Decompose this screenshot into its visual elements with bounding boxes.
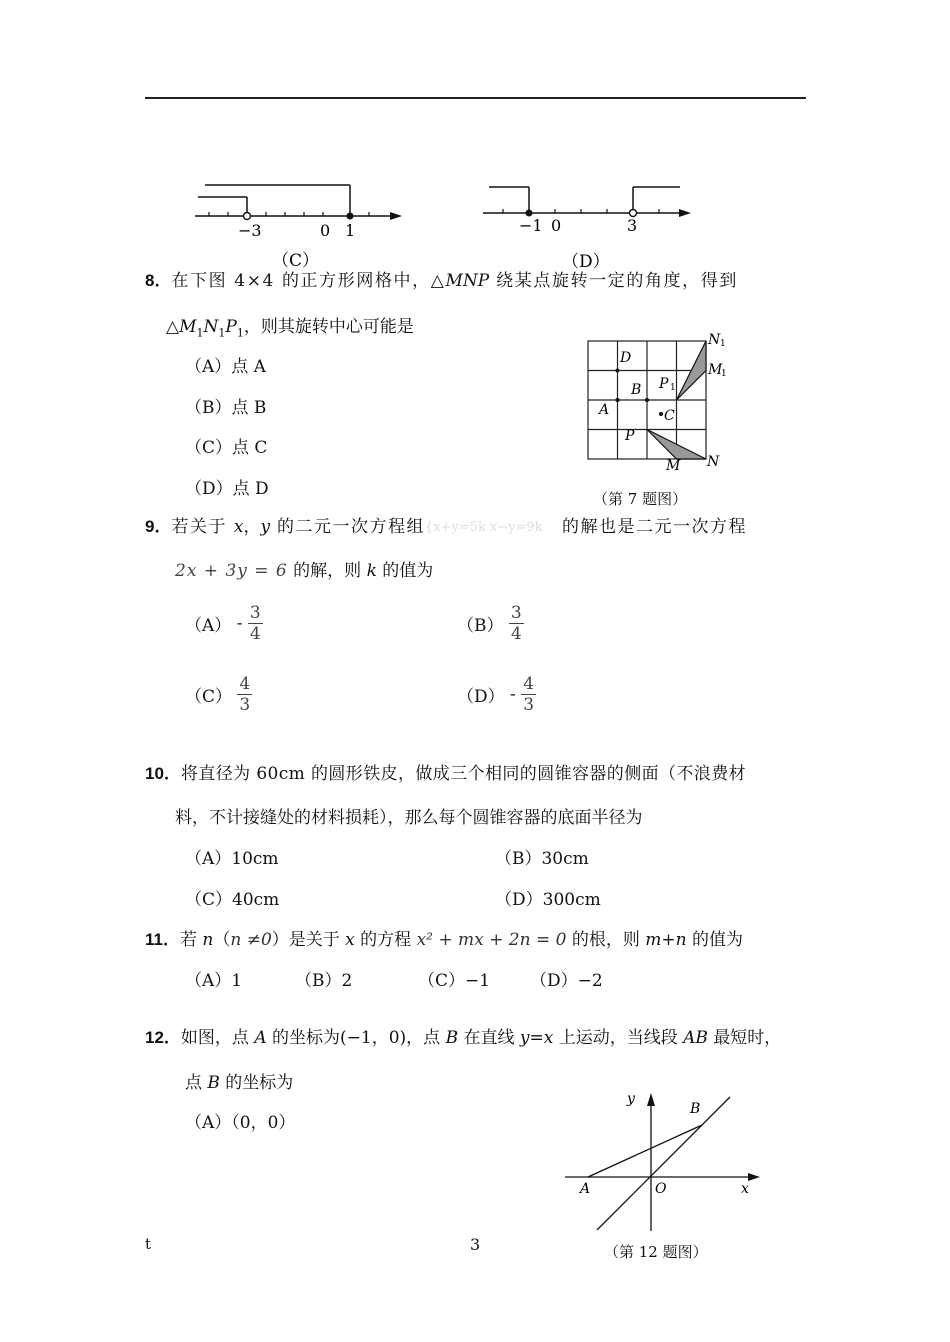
q10-option-a: （A）10cm <box>185 849 279 869</box>
point-label: P <box>659 376 669 392</box>
point-label: B <box>690 1101 701 1117</box>
q8-option-b: （B）点 B <box>185 398 267 418</box>
question-10-line1: 10．将直径为 60cm 的圆形铁皮，做成三个相同的圆锥容器的侧面（不浪费材 <box>145 764 747 784</box>
axis-label: x <box>741 1181 749 1197</box>
header-rule <box>145 97 806 99</box>
q8-option-c: （C）点 C <box>185 438 268 458</box>
tick-label: −3 <box>238 221 262 240</box>
tick-label: −1 <box>519 216 543 235</box>
q8-grid-figure <box>580 328 740 478</box>
point-label: N <box>708 332 721 348</box>
question-9-line1: 9．若关于 x，y 的二元一次方程组{x+y=5k x−y=9k 的解也是二元一次方程 <box>145 517 747 537</box>
q9-option-a: （A） - $\frac{3}{4}$ <box>185 603 261 644</box>
q9-option-d: （D） - $\frac{4}{3}$ <box>457 674 535 715</box>
option-label: （D） <box>562 252 610 272</box>
q9-option-b: （B） $\frac{3}{4}$ <box>457 603 522 644</box>
option-label: （C） <box>272 251 320 270</box>
question-8-line1: 8．在下图 4×4 的正方形网格中，△MNP 绕某点旋转一定的角度，得到 <box>145 271 738 291</box>
q11-option-d: （D）−2 <box>530 971 603 991</box>
point-label: C <box>664 408 675 424</box>
point-label: M <box>708 362 723 378</box>
point-label: M <box>666 458 681 474</box>
point-label: A <box>580 1181 591 1197</box>
question-9-line2: 2x + 3y = 6 的解，则 k 的值为 <box>175 561 434 581</box>
question-10-line2: 料，不计接缝处的材料损耗），那么每个圆锥容器的底面半径为 <box>175 808 643 828</box>
q10-option-b: （B）30cm <box>495 849 589 869</box>
page-number: 3 <box>470 1235 481 1254</box>
svg-text:1: 1 <box>721 369 727 379</box>
q11-option-a: （A）1 <box>185 971 243 991</box>
q8-option-a: （A）点 A <box>185 357 266 377</box>
q10-option-c: （C）40cm <box>185 890 280 910</box>
question-11: 11．若 n（n ≠0）是关于 x 的方程 x² + mx + 2n = 0 的根，则 m+n 的值为 <box>145 930 743 950</box>
q12-coordinate-figure <box>560 1085 770 1235</box>
number-line-c <box>190 175 420 270</box>
point-label: N <box>707 454 720 470</box>
point-label: A <box>599 402 610 418</box>
number-line-d <box>475 175 705 275</box>
tick-label: 0 <box>320 221 331 240</box>
q11-option-c: （C）−1 <box>418 971 491 991</box>
svg-text:1: 1 <box>670 383 676 393</box>
question-12-line1: 12．如图，点 A 的坐标为(−1，0)，点 B 在直线 y=x 上运动，当线段 AB 最短时， <box>145 1028 782 1048</box>
point-label: B <box>631 382 642 398</box>
q11-option-b: （B）2 <box>295 971 353 991</box>
question-8-line2: $\triangle M_1N_1P_1$，则其旋转中心可能是 <box>166 317 414 340</box>
tick-label: 0 <box>551 216 562 235</box>
axis-label: y <box>627 1091 635 1107</box>
tick-label: 1 <box>345 221 356 240</box>
q10-option-d: （D）300cm <box>495 890 601 910</box>
footer-left: t <box>145 1235 152 1253</box>
q12-figure-caption: （第 12 题图） <box>604 1243 708 1261</box>
q8-option-d: （D）点 D <box>185 479 269 499</box>
q9-option-c: （C） $\frac{4}{3}$ <box>185 674 251 715</box>
tick-label: 3 <box>627 216 638 235</box>
question-12-line2: 点 B 的坐标为 <box>185 1073 294 1093</box>
q8-figure-caption: （第 7 题图） <box>593 490 688 508</box>
point-label: O <box>655 1181 667 1197</box>
q12-option-a: （A）（0，0） <box>185 1113 296 1133</box>
svg-text:1: 1 <box>720 339 726 349</box>
point-label: P <box>625 428 635 444</box>
point-label: D <box>620 350 632 366</box>
